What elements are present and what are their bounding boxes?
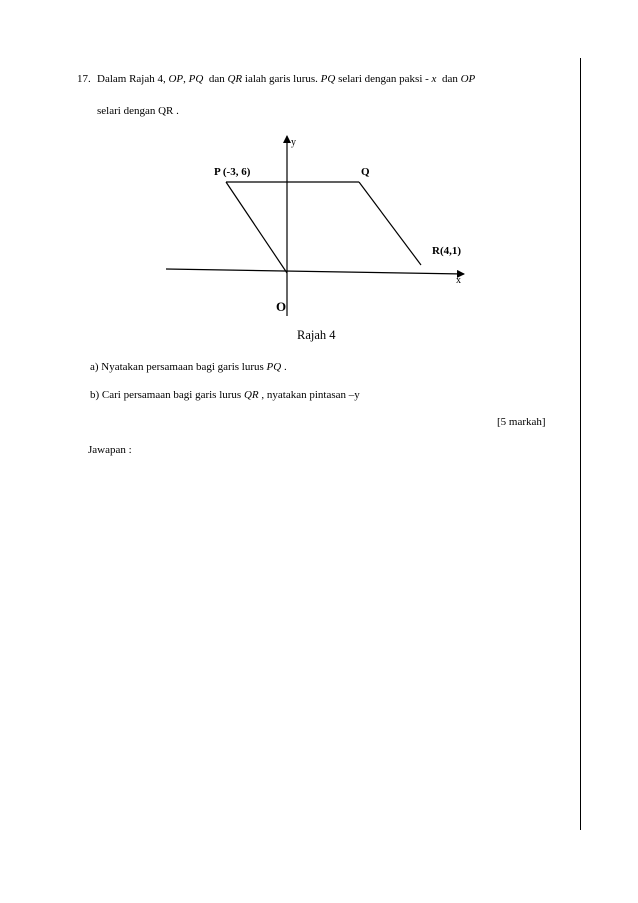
q-var-pq-2: PQ: [320, 73, 336, 85]
q-var-pq: PQ: [188, 73, 204, 85]
q-text-comma: ,: [183, 73, 189, 85]
line-qr: [359, 182, 421, 265]
line-op: [226, 182, 287, 273]
part-a-suffix: .: [281, 361, 287, 373]
part-a: [90, 361, 287, 373]
q-var-op: OP: [168, 73, 184, 85]
q-text-dan-1: dan: [203, 73, 228, 85]
x-axis-label: x: [456, 275, 461, 286]
q-text-3: selari dengan paksi -: [335, 73, 432, 85]
diagram-caption: Rajah 4: [297, 328, 336, 342]
marks-label: [5 markah]: [497, 416, 546, 428]
part-b-text: b) Cari persamaan bagi garis lurus: [90, 389, 244, 401]
margin-rule: [580, 58, 581, 830]
origin-label: O: [276, 299, 287, 314]
q-var-x: x: [431, 73, 437, 85]
q-var-qr: QR: [227, 73, 243, 85]
q-text-1: Dalam Rajah 4,: [97, 73, 169, 85]
q-var-op-2: OP: [460, 73, 476, 85]
diagram-svg: [150, 128, 480, 320]
point-p-label: P (-3, 6): [214, 166, 251, 178]
question-line-1: [97, 73, 475, 85]
part-a-text: a) Nyatakan persamaan bagi garis lurus: [90, 361, 267, 373]
part-b: [90, 389, 360, 401]
point-q-label: Q: [361, 166, 370, 178]
x-axis: [166, 269, 464, 274]
answer-label: Jawapan :: [88, 444, 132, 456]
q-text-dan-2: dan: [436, 73, 461, 85]
question-line-2: selari dengan QR .: [97, 105, 179, 117]
part-b-var: QR: [243, 389, 259, 401]
point-r-label: R(4,1): [432, 245, 462, 257]
part-b-suffix: , nyatakan pintasan –y: [258, 389, 360, 401]
rajah-4-diagram: [150, 128, 480, 320]
question-number: 17.: [77, 73, 91, 85]
y-axis-label: y: [291, 137, 296, 148]
q-text-2: ialah garis lurus.: [242, 73, 321, 85]
part-a-var: PQ: [266, 361, 282, 373]
